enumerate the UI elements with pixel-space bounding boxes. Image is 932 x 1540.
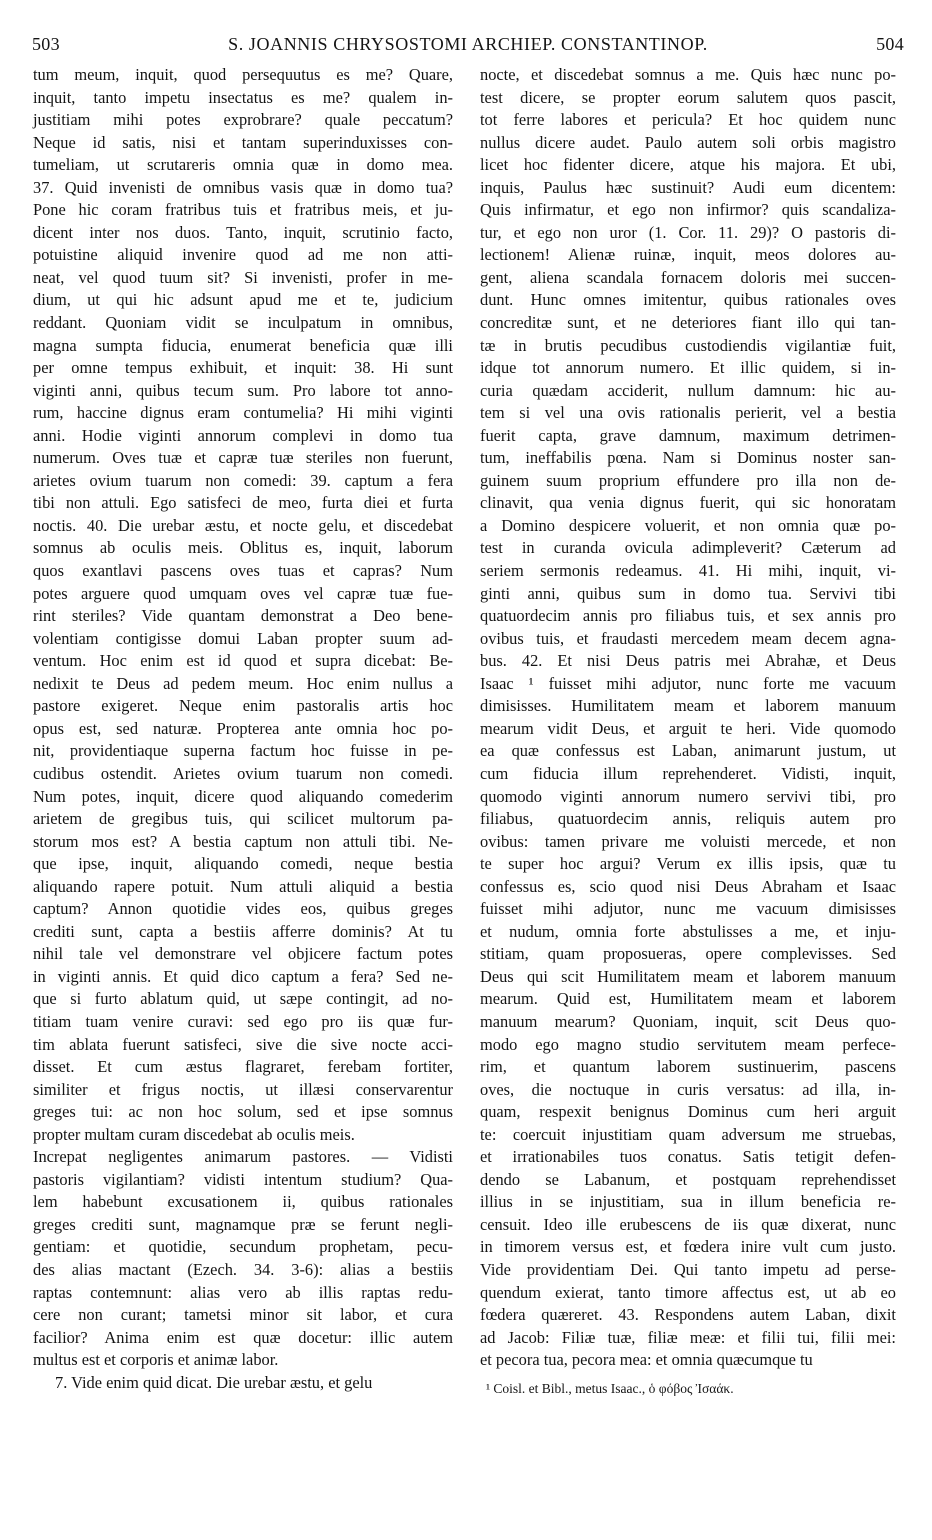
text-line: opus est, sed naturæ. Propterea ante omnia hoc po- [33, 718, 453, 738]
right-page-number: 504 [876, 34, 904, 54]
text-line: mearum. Quid est, Humilitatem meam et laborem [480, 989, 896, 1009]
text-line: filiabus, quatuordecim annis, reliquis autem pro [480, 809, 896, 829]
text-line: captum? Annon quotidie vides eos, quibus greges [33, 899, 453, 919]
text-line: lectionem! Alienæ ruinæ, inquit, meos dolores au- [480, 245, 896, 265]
text-line: pastoris vigilantiam? vidisti intentum studium? Qua- [33, 1169, 453, 1189]
text-line: tem si vel una ovis rationalis perierit, vel a bestia [480, 403, 896, 423]
text-line: inquis, Paulus hæc sustinuit? Audi eum dicentem: [480, 177, 896, 197]
text-line: curia quædam acciderit, nullum damnum: hic au- [480, 380, 896, 400]
text-line: Quis infirmatur, et ego non infirmor? quis scandaliza- [480, 200, 896, 220]
text-line: stitiam, quam proposueras, opere complevisses. Sed [480, 944, 896, 964]
text-line: te super hoc argui? Verum ex illis ipsis, quæ tu [480, 854, 896, 874]
text-line: Neque id satis, nisi et tantam superinduxisses con- [33, 132, 453, 152]
text-line: des alias mactant (Ezech. 34. 3-6): alias a bestiis [33, 1259, 453, 1279]
text-line: confessus es, scio quod nisi Deus Abraham et Isaac [480, 876, 896, 896]
text-line: justitiam mihi potes exprobrare? quale peccatum? [33, 110, 453, 130]
text-line: dium, ut qui hic adsunt apud me et te, judicium [33, 290, 453, 310]
text-line: Isaac ¹ fuisset mihi adjutor, nunc forte me vacuum [480, 673, 896, 693]
text-line: tur, et ego non uror (1. Cor. 11. 29)? O pastoris di- [480, 222, 896, 242]
text-line: facilior? Anima enim est quæ docetur: illic autem [33, 1327, 453, 1347]
text-line: Vide providentiam Dei. Qui tanto impetu ad perse- [480, 1259, 896, 1279]
text-line: potuistine aliquid invenire quod ad me non atti- [33, 245, 453, 265]
text-line: seriem sermonis redeamus. 41. Hi mihi, inquit, vi- [480, 561, 896, 581]
text-line: Increpat negligentes animarum pastores. — Vidisti [33, 1147, 453, 1167]
text-line: cum fiducia illum reprehenderet. Vidisti, inquit, [480, 763, 896, 783]
text-line: aliquando rapere potuit. Num attuli aliquid a bestia [33, 876, 453, 896]
text-line: Deus qui scit Humilitatem meam et laborem manuum [480, 966, 896, 986]
text-line: nit, providentiaque superna factum hoc fuisse in pe- [33, 741, 453, 761]
text-line: fuisset mihi adjutor, nunc me vacuum dimisisses [480, 899, 896, 919]
text-line: cudibus ostendit. Arietes ovium tuarum non comedi. [33, 763, 453, 783]
text-line: in timorem versus est, et fœdera inire vult cum justo. [480, 1237, 896, 1257]
text-line: noctis. 40. Die urebar æstu, et nocte gelu, et discedebat [33, 515, 453, 535]
text-line: inquit, tanto impetu insectatus es me? qualem in- [33, 87, 453, 107]
text-line: tumeliam, ut scrutareris omnia quæ in domo mea. [33, 155, 453, 175]
left-text-column [33, 64, 453, 1394]
text-line: quatuordecim annis pro filiabus tuis, et sex annis pro [480, 606, 896, 626]
text-line: ovibus: tamen privare me voluisti mercede, et non [480, 831, 896, 851]
text-line: ventum. Hoc enim est id quod et supra dicebat: Be- [33, 651, 453, 671]
text-line: test in curanda ovicula adimpleverit? Cæterum ad [480, 538, 896, 558]
text-line: Num potes, inquit, dicere quod aliquando comederim [33, 786, 453, 806]
text-line: cere non curant; tametsi minor sit labor, et cura [33, 1305, 453, 1325]
text-line: 7. Vide enim quid dicat. Die urebar æstu, et gelu [55, 1372, 373, 1392]
text-line: manuum mearum? Quoniam, inquit, scit Deus quo- [480, 1011, 896, 1031]
text-line: gentiam: et quotidie, secundum prophetam, pecu- [33, 1237, 453, 1257]
text-line: viginti anni, quibus tecum sum. Pro labore tot anno- [33, 380, 453, 400]
text-line: oves, die noctuque in curis versatus: ad illa, in- [480, 1079, 896, 1099]
right-column-lines [480, 64, 896, 1372]
text-line: somnus ab oculis meis. Oblitus es, inquit, laborum [33, 538, 453, 558]
footnote: ¹ Coisl. et Bibl., metus Isaac., ὁ φόβος Ἰσαάκ. [486, 1380, 734, 1396]
text-line: titiam tuam venire curavi: sed ego pro iis quæ fur- [33, 1011, 453, 1031]
text-line: raptas contemnunt: alias vero ab illis raptas redu- [33, 1282, 453, 1302]
text-line: nullus dicere audet. Paulo autem soli orbis magistro [480, 132, 896, 152]
text-line: ovibus tuis, et fraudasti mercedem meam decem agna- [480, 628, 896, 648]
text-line: bus. 42. Et nisi Deus patris mei Abrahæ, et Deus [480, 651, 896, 671]
text-line: lem habebunt excusationem ii, quibus rationales [33, 1192, 453, 1212]
text-line: tim ablata fuerunt satisfeci, sive die sive nocte acci- [33, 1034, 453, 1054]
text-line: et nudum, omnia forte abstulisses a me, et inju- [480, 921, 896, 941]
text-line: similiter et frigus noctis, ut illæsi conservarentur [33, 1079, 453, 1099]
text-line: arietes ovium tuarum non comedi: 39. captum a fera [33, 470, 453, 490]
text-line: ad Jacob: Filiæ tuæ, filiæ meæ: et filii tui, filii mei: [480, 1327, 896, 1347]
text-line: Pone hic coram fratribus tuis et fratribus meis, et ju- [33, 200, 453, 220]
text-line: et irrationabiles tuos conatus. Satis tetigit defen- [480, 1147, 896, 1167]
text-line: quos exantlavi pascens oves tuas et capras? Num [33, 561, 453, 581]
text-line: clinavit, qua venia dignus fuerit, qui sic honoratam [480, 493, 896, 513]
text-line: te: coercuit injustitiam quam adversum me struebas, [480, 1124, 896, 1144]
text-line: propter multam curam discedebat ab oculis meis. [33, 1124, 355, 1144]
text-line: dendo se Labanum, et postquam reprehendisset [480, 1169, 896, 1189]
text-line: dicent inter nos duos. Tanto, inquit, scrutinio facto, [33, 222, 453, 242]
text-line: storum mos est? A bestia captum non attuli tibi. Ne- [33, 831, 453, 851]
text-line: fœdera quæreret. 43. Respondens autem Laban, dixit [480, 1305, 896, 1325]
text-line: gent, aliena scandala fornacem doloris mei succen- [480, 267, 896, 287]
text-line: numerum. Oves tuæ et capræ tuæ steriles non fuerunt, [33, 448, 453, 468]
text-line: neat, vel quod tuum sit? Si invenisti, profer in me- [33, 267, 453, 287]
text-line: in viginti annis. Et quid dico captum a fera? Sed ne- [33, 966, 453, 986]
running-title: S. JOANNIS CHRYSOSTOMI ARCHIEP. CONSTANTINOP. [228, 34, 708, 54]
text-line: guinem suum proprium effundere pro illa non de- [480, 470, 896, 490]
text-line: test dicere, se propter eorum salutem quos pascit, [480, 87, 896, 107]
text-line: dimisisses. Humilitatem meam et laborem manuum [480, 696, 896, 716]
text-line: modo ego magno studio servitutem meam perfece- [480, 1034, 896, 1054]
text-line: licet hoc fidenter dicere, atque his majora. Et ubi, [480, 155, 896, 175]
text-line: quomodo viginti annorum numero servivi tibi, pro [480, 786, 896, 806]
text-line: volentiam contigisse domui Laban propter suum ad- [33, 628, 453, 648]
text-line: magna sumpta fiducia, enumerat beneficia quæ illi [33, 335, 453, 355]
text-line: que si furto ablatum quid, ut sæpe contingit, ad no- [33, 989, 453, 1009]
running-header [32, 34, 904, 60]
text-line: tæ in brutis pecudibus custodiendis vigilantiæ fuit, [480, 335, 896, 355]
text-line: ginti anni, quibus sum in domo tua. Servivi tibi [480, 583, 896, 603]
text-line: censuit. Ideo ille erubescens de iis quæ dixerat, nunc [480, 1214, 896, 1234]
text-line: concreditæ sunt, et ne deteriores fiant illo qui tan- [480, 313, 896, 333]
text-line: multus est et corporis et animæ labor. [33, 1350, 279, 1370]
text-line: ea quæ confessus est Laban, animarunt justum, ut [480, 741, 896, 761]
text-line: tum, ineffabilis pœna. Nam si Dominus noster san- [480, 448, 896, 468]
text-line: arietem de gregibus tuis, qui scilicet multorum pa- [33, 809, 453, 829]
text-line: anni. Hodie viginti annorum complevi in domo tua [33, 425, 453, 445]
text-line: disset. Et cum æstus flagraret, ferebam fortiter, [33, 1057, 453, 1077]
text-line: nihil tale vel demonstrare vel objicere factum potes [33, 944, 453, 964]
text-line: pastore exigeret. Neque enim pastoralis artis hoc [33, 696, 453, 716]
text-line: quam, respexit benignus Dominus cum heri arguit [480, 1102, 896, 1122]
text-line: crediti sunt, capta a bestiis afferre dominis? At tu [33, 921, 453, 941]
text-line: reddant. Quoniam vidit se inculpatum in omnibus, [33, 313, 453, 333]
text-line: mearum vidit Deus, et arguit te heri. Vide quomodo [480, 718, 896, 738]
text-line: greges crediti sunt, magnamque præ se ferunt negli- [33, 1214, 453, 1234]
text-line: nedixit te Deus ad pedem meum. Hoc enim nullus a [33, 673, 453, 693]
text-line: idque tot annorum numero. Et illic quidem, si in- [480, 358, 896, 378]
text-line: per omne tempus exhibuit, et inquit: 38. Hi sunt [33, 358, 453, 378]
text-line: rim, et quantum laborem sustinuerim, pascens [480, 1057, 896, 1077]
left-page-number: 503 [32, 34, 60, 54]
text-line: rint steriles? Vide quantam demonstrat a Deo bene- [33, 606, 453, 626]
text-line: rum, haccine dignus eram contumelia? Hi mihi viginti [33, 403, 453, 423]
text-line: quendum exierat, tanto timore affectus est, ut ab eo [480, 1282, 896, 1302]
text-line: nocte, et discedebat somnus a me. Quis hæc nunc po- [480, 65, 896, 84]
text-line: fuerit capta, grave damnum, maximum detrimen- [480, 425, 896, 445]
text-line: potes arguere quod umquam oves vel capræ tuæ fue- [33, 583, 453, 603]
text-line: que ipse, inquit, aliquando comedi, neque bestia [33, 854, 453, 874]
text-line: greges tui: ac non hoc solum, sed et ipse somnus [33, 1102, 453, 1122]
text-line: dunt. Hunc omnes imitentur, quibus rationales oves [480, 290, 896, 310]
right-text-column [480, 64, 896, 1398]
text-line: 37. Quid invenisti de omnibus vasis quæ in domo tua? [33, 177, 453, 197]
text-line: a Domino despicere voluerit, et non omnia quæ po- [480, 515, 896, 535]
text-line: illius in se injustitiam, sua in illum beneficia re- [480, 1192, 896, 1212]
text-line: tibi non attuli. Ego satisfeci de meo, furta diei et furta [33, 493, 453, 513]
text-line: tum meum, inquit, quod persequutus es me? Quare, [33, 65, 453, 84]
text-line: et pecora tua, pecora mea: et omnia quæcumque tu [480, 1350, 813, 1370]
text-line: tot ferre labores et pericula? Et hoc quidem nunc [480, 110, 896, 130]
